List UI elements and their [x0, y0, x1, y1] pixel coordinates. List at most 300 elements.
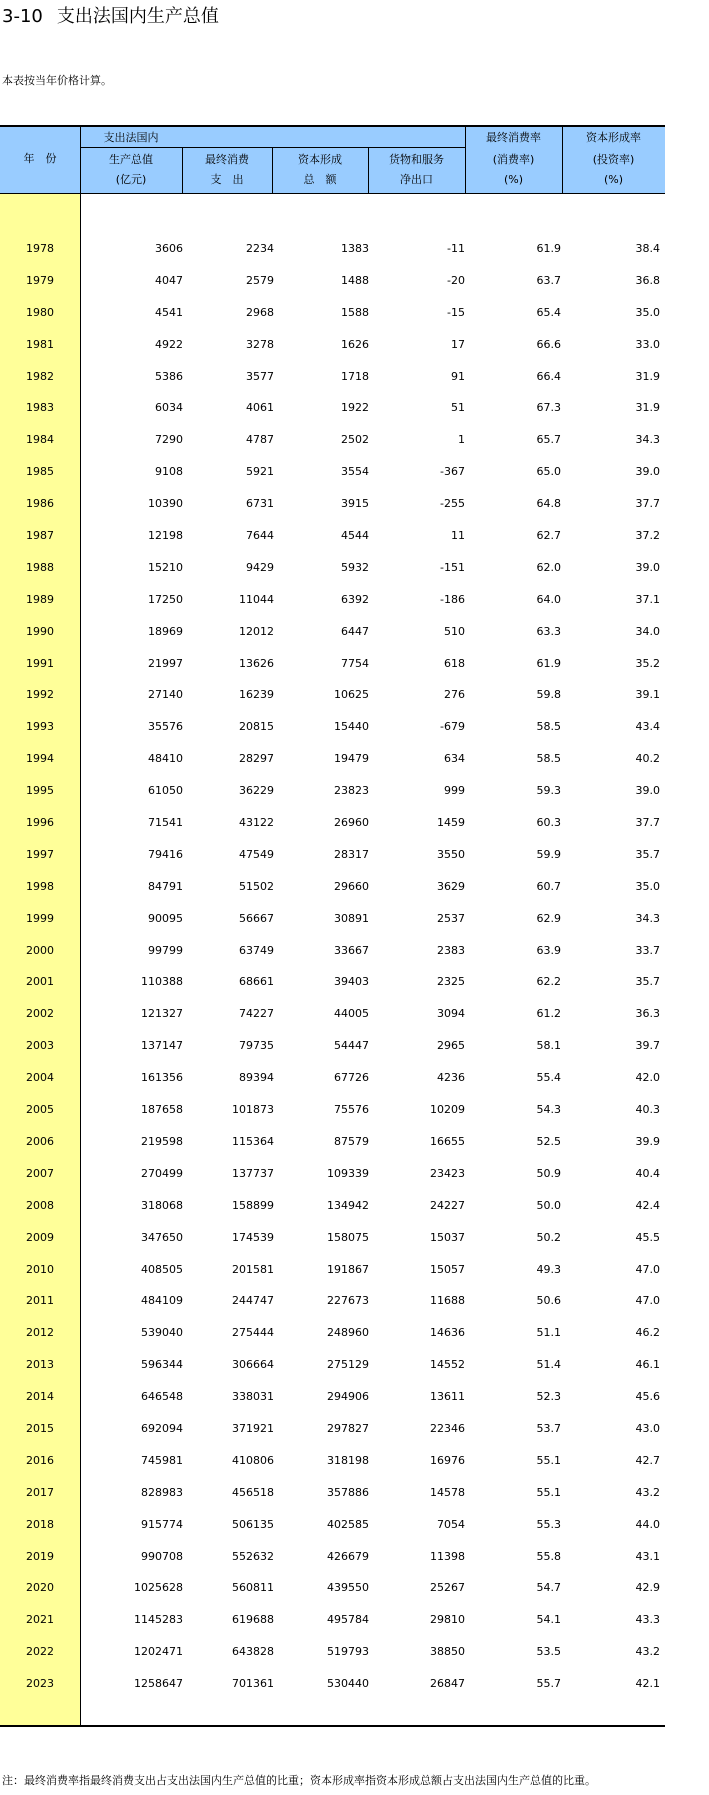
header-investment-rate: 资本形成率	[586, 131, 641, 144]
table-row	[0, 648, 665, 680]
row-gdp: 745981	[141, 1453, 183, 1467]
row-net-exports: 16976	[430, 1453, 465, 1467]
row-consumption: 4787	[246, 433, 274, 447]
header-net-exports-2: 净出口	[400, 173, 433, 186]
row-net-exports: 11688	[430, 1294, 465, 1308]
header-group-underline	[80, 147, 465, 148]
row-gdp: 347650	[141, 1230, 183, 1244]
row-consumption: 36229	[239, 784, 274, 798]
table-row	[0, 1030, 665, 1062]
row-consumption: 11044	[239, 592, 274, 606]
row-capital: 439550	[327, 1581, 369, 1595]
row-investment-rate: 44.0	[635, 1517, 660, 1531]
table-row	[0, 616, 665, 648]
row-consumption-rate: 49.3	[536, 1262, 561, 1276]
row-net-exports: 24227	[430, 1198, 465, 1212]
row-gdp: 161356	[141, 1071, 183, 1085]
row-consumption-rate: 61.2	[536, 1007, 561, 1021]
table-row	[0, 1190, 665, 1222]
row-gdp: 1202471	[134, 1645, 183, 1659]
row-consumption-rate: 59.9	[536, 847, 561, 861]
table-row	[0, 903, 665, 935]
row-investment-rate: 33.7	[635, 943, 660, 957]
row-consumption: 12012	[239, 624, 274, 638]
row-net-exports: -15	[447, 305, 465, 319]
row-net-exports: -255	[440, 497, 465, 511]
row-year: 2007	[26, 1166, 54, 1180]
row-consumption: 701361	[232, 1677, 274, 1691]
table-row	[0, 935, 665, 967]
row-year: 1999	[26, 911, 54, 925]
row-capital: 4544	[341, 529, 369, 543]
row-capital: 248960	[327, 1326, 369, 1340]
row-capital: 26960	[334, 816, 369, 830]
row-consumption: 410806	[232, 1453, 274, 1467]
row-year: 1996	[26, 816, 54, 830]
row-year: 1978	[26, 242, 54, 255]
row-consumption-rate: 58.5	[536, 720, 561, 734]
row-investment-rate: 36.3	[635, 1007, 660, 1021]
row-year: 2018	[26, 1517, 54, 1531]
row-net-exports: 23423	[430, 1166, 465, 1180]
row-capital: 44005	[334, 1007, 369, 1021]
row-net-exports: 2383	[437, 943, 465, 957]
row-year: 2023	[26, 1677, 54, 1691]
row-investment-rate: 39.0	[635, 560, 660, 574]
row-capital: 7754	[341, 656, 369, 670]
row-year: 1993	[26, 720, 54, 734]
table-row	[0, 775, 665, 807]
row-capital: 275129	[327, 1358, 369, 1372]
row-investment-rate: 43.2	[635, 1485, 660, 1499]
row-gdp: 5386	[155, 369, 183, 383]
row-investment-rate: 45.5	[635, 1230, 660, 1244]
row-consumption-rate: 63.3	[536, 624, 561, 638]
row-net-exports: 25267	[430, 1581, 465, 1595]
table-row	[0, 520, 665, 552]
table-row	[0, 424, 665, 456]
table-row	[0, 966, 665, 998]
row-investment-rate: 35.7	[635, 975, 660, 989]
row-net-exports: 4236	[437, 1071, 465, 1085]
row-gdp: 137147	[141, 1039, 183, 1053]
row-consumption-rate: 55.4	[536, 1071, 561, 1085]
row-net-exports: 11398	[430, 1549, 465, 1563]
bottom-rule	[0, 1725, 665, 1727]
table-row	[0, 488, 665, 520]
table-row	[0, 679, 665, 711]
row-consumption: 3278	[246, 337, 274, 351]
row-net-exports: -367	[440, 465, 465, 479]
row-gdp: 35576	[148, 720, 183, 734]
row-year: 2003	[26, 1039, 54, 1053]
row-consumption-rate: 62.7	[536, 529, 561, 543]
row-consumption-rate: 65.0	[536, 465, 561, 479]
row-net-exports: 510	[444, 624, 465, 638]
row-gdp: 12198	[148, 529, 183, 543]
row-gdp: 270499	[141, 1166, 183, 1180]
row-investment-rate: 35.2	[635, 656, 660, 670]
row-capital: 33667	[334, 943, 369, 957]
row-consumption-rate: 59.8	[536, 688, 561, 702]
row-consumption-rate: 53.7	[536, 1421, 561, 1435]
row-year: 2012	[26, 1326, 54, 1340]
table-row	[0, 1509, 665, 1541]
footnote: 注：最终消费率指最终消费支出占支出法国内生产总值的比重；资本形成率指资本形成总额占支出法国内生产总值的比重。	[2, 1774, 596, 1787]
row-consumption: 63749	[239, 943, 274, 957]
row-gdp: 18969	[148, 624, 183, 638]
table-row	[0, 329, 665, 361]
table-row	[0, 584, 665, 616]
row-consumption: 115364	[232, 1134, 274, 1148]
row-consumption: 275444	[232, 1326, 274, 1340]
row-net-exports: -20	[447, 273, 465, 287]
row-consumption-rate: 65.7	[536, 433, 561, 447]
row-investment-rate: 43.0	[635, 1421, 660, 1435]
row-year: 2005	[26, 1103, 54, 1117]
row-capital: 87579	[334, 1134, 369, 1148]
table-row	[0, 711, 665, 743]
row-investment-rate: 42.9	[635, 1581, 660, 1595]
row-consumption-rate: 62.0	[536, 560, 561, 574]
header-year: 年 份	[23, 152, 57, 165]
row-investment-rate: 39.0	[635, 784, 660, 798]
row-net-exports: -11	[447, 242, 465, 255]
table-row	[0, 1381, 665, 1413]
row-net-exports: 14636	[430, 1326, 465, 1340]
row-consumption-rate: 63.7	[536, 273, 561, 287]
row-consumption: 3577	[246, 369, 274, 383]
row-capital: 15440	[334, 720, 369, 734]
row-investment-rate: 34.3	[635, 911, 660, 925]
table-row	[0, 297, 665, 329]
row-year: 2010	[26, 1262, 54, 1276]
row-consumption-rate: 65.4	[536, 305, 561, 319]
row-capital: 357886	[327, 1485, 369, 1499]
row-capital: 30891	[334, 911, 369, 925]
row-capital: 2502	[341, 433, 369, 447]
row-year: 1981	[26, 337, 54, 351]
table-row	[0, 1285, 665, 1317]
table-row	[0, 1158, 665, 1190]
header-gdp-unit: (亿元)	[115, 173, 147, 186]
header-consumption-2: 支 出	[210, 173, 244, 186]
row-year: 2021	[26, 1613, 54, 1627]
row-year: 2006	[26, 1134, 54, 1148]
row-year: 2004	[26, 1071, 54, 1085]
header-consumption: 最终消费	[205, 153, 249, 166]
row-gdp: 990708	[141, 1549, 183, 1563]
row-gdp: 90095	[148, 911, 183, 925]
row-investment-rate: 43.3	[635, 1613, 660, 1627]
row-consumption: 2234	[246, 242, 274, 255]
table-row	[0, 1413, 665, 1445]
table-row	[0, 871, 665, 903]
row-investment-rate: 35.0	[635, 879, 660, 893]
row-year: 2017	[26, 1485, 54, 1499]
table-body	[0, 233, 665, 1700]
row-year: 1979	[26, 273, 54, 287]
table-row	[0, 807, 665, 839]
row-gdp: 61050	[148, 784, 183, 798]
table-row	[0, 361, 665, 393]
row-net-exports: -679	[440, 720, 465, 734]
table-row	[0, 552, 665, 584]
row-gdp: 71541	[148, 816, 183, 830]
row-gdp: 48410	[148, 752, 183, 766]
row-gdp: 79416	[148, 847, 183, 861]
row-consumption-rate: 54.7	[536, 1581, 561, 1595]
row-consumption: 2968	[246, 305, 274, 319]
row-investment-rate: 35.0	[635, 305, 660, 319]
row-consumption-rate: 51.4	[536, 1358, 561, 1372]
row-investment-rate: 34.3	[635, 433, 660, 447]
row-consumption-rate: 51.1	[536, 1326, 561, 1340]
table-row	[0, 233, 665, 265]
page-title	[2, 6, 219, 28]
row-consumption-rate: 62.9	[536, 911, 561, 925]
row-consumption-rate: 64.0	[536, 592, 561, 606]
row-year: 2002	[26, 1007, 54, 1021]
row-year: 2008	[26, 1198, 54, 1212]
row-year: 1986	[26, 497, 54, 511]
row-net-exports: 276	[444, 688, 465, 702]
row-consumption-rate: 55.8	[536, 1549, 561, 1563]
table-row	[0, 998, 665, 1030]
row-consumption: 9429	[246, 560, 274, 574]
row-investment-rate: 47.0	[635, 1262, 660, 1276]
row-consumption: 643828	[232, 1645, 274, 1659]
row-consumption-rate: 50.2	[536, 1230, 561, 1244]
row-capital: 67726	[334, 1071, 369, 1085]
table-row	[0, 839, 665, 871]
row-net-exports: 11	[451, 529, 465, 543]
row-consumption: 79735	[239, 1039, 274, 1053]
row-consumption-rate: 55.1	[536, 1485, 561, 1499]
row-capital: 1383	[341, 242, 369, 255]
row-investment-rate: 42.4	[635, 1198, 660, 1212]
row-net-exports: 91	[451, 369, 465, 383]
row-investment-rate: 40.4	[635, 1166, 660, 1180]
row-year: 2000	[26, 943, 54, 957]
row-capital: 109339	[327, 1166, 369, 1180]
row-year: 1994	[26, 752, 54, 766]
row-consumption-rate: 62.2	[536, 975, 561, 989]
row-consumption-rate: 59.3	[536, 784, 561, 798]
table-title: 支出法国内生产总值	[56, 6, 219, 27]
row-net-exports: 38850	[430, 1645, 465, 1659]
row-capital: 39403	[334, 975, 369, 989]
table-subtitle: 本表按当年价格计算。	[2, 74, 112, 87]
row-net-exports: 2325	[437, 975, 465, 989]
row-capital: 158075	[327, 1230, 369, 1244]
row-consumption-rate: 55.1	[536, 1453, 561, 1467]
row-capital: 54447	[334, 1039, 369, 1053]
row-year: 1984	[26, 433, 54, 447]
row-net-exports: 999	[444, 784, 465, 798]
row-gdp: 21997	[148, 656, 183, 670]
table-row	[0, 1126, 665, 1158]
row-capital: 23823	[334, 784, 369, 798]
row-consumption: 68661	[239, 975, 274, 989]
row-year: 1980	[26, 305, 54, 319]
row-gdp: 10390	[148, 497, 183, 511]
row-consumption: 2579	[246, 273, 274, 287]
row-consumption-rate: 64.8	[536, 497, 561, 511]
table-row	[0, 1445, 665, 1477]
row-capital: 1588	[341, 305, 369, 319]
row-investment-rate: 39.7	[635, 1039, 660, 1053]
row-gdp: 7290	[155, 433, 183, 447]
row-investment-rate: 33.0	[635, 337, 660, 351]
row-gdp: 4922	[155, 337, 183, 351]
row-consumption: 89394	[239, 1071, 274, 1085]
row-year: 1995	[26, 784, 54, 798]
row-capital: 1626	[341, 337, 369, 351]
row-consumption-rate: 58.5	[536, 752, 561, 766]
row-capital: 297827	[327, 1421, 369, 1435]
row-investment-rate: 34.0	[635, 624, 660, 638]
row-consumption: 13626	[239, 656, 274, 670]
row-consumption: 6731	[246, 497, 274, 511]
table-row	[0, 392, 665, 424]
row-consumption: 74227	[239, 1007, 274, 1021]
row-year: 2016	[26, 1453, 54, 1467]
row-investment-rate: 31.9	[635, 369, 660, 383]
row-year: 1987	[26, 529, 54, 543]
row-capital: 402585	[327, 1517, 369, 1531]
row-net-exports: 26847	[430, 1677, 465, 1691]
row-capital: 495784	[327, 1613, 369, 1627]
row-gdp: 1145283	[134, 1613, 183, 1627]
row-consumption-rate: 63.9	[536, 943, 561, 957]
header-capital: 资本形成	[298, 153, 342, 166]
row-capital: 6447	[341, 624, 369, 638]
row-net-exports: 1459	[437, 816, 465, 830]
row-consumption: 137737	[232, 1166, 274, 1180]
row-gdp: 15210	[148, 560, 183, 574]
row-consumption: 456518	[232, 1485, 274, 1499]
row-investment-rate: 40.3	[635, 1103, 660, 1117]
row-consumption-rate: 54.1	[536, 1613, 561, 1627]
table-row	[0, 1668, 665, 1700]
row-capital: 1922	[341, 401, 369, 415]
row-capital: 3554	[341, 465, 369, 479]
row-investment-rate: 39.9	[635, 1134, 660, 1148]
row-net-exports: 29810	[430, 1613, 465, 1627]
row-investment-rate: 39.0	[635, 465, 660, 479]
row-capital: 28317	[334, 847, 369, 861]
row-net-exports: 15037	[430, 1230, 465, 1244]
row-investment-rate: 46.2	[635, 1326, 660, 1340]
row-gdp: 1025628	[134, 1581, 183, 1595]
row-capital: 10625	[334, 688, 369, 702]
row-net-exports: 3629	[437, 879, 465, 893]
row-gdp: 4047	[155, 273, 183, 287]
row-capital: 29660	[334, 879, 369, 893]
row-consumption-rate: 60.3	[536, 816, 561, 830]
row-gdp: 1258647	[134, 1677, 183, 1691]
row-gdp: 539040	[141, 1326, 183, 1340]
row-net-exports: 17	[451, 337, 465, 351]
row-year: 2020	[26, 1581, 54, 1595]
row-year: 1991	[26, 656, 54, 670]
row-year: 1990	[26, 624, 54, 638]
row-gdp: 646548	[141, 1390, 183, 1404]
row-investment-rate: 42.1	[635, 1677, 660, 1691]
row-consumption: 51502	[239, 879, 274, 893]
header-investment-rate-unit: (%)	[603, 173, 624, 186]
row-year: 2001	[26, 975, 54, 989]
row-gdp: 692094	[141, 1421, 183, 1435]
row-consumption: 158899	[232, 1198, 274, 1212]
row-investment-rate: 37.7	[635, 497, 660, 511]
row-consumption-rate: 67.3	[536, 401, 561, 415]
row-capital: 134942	[327, 1198, 369, 1212]
header-consumption-rate: 最终消费率	[486, 131, 541, 144]
row-consumption-rate: 55.7	[536, 1677, 561, 1691]
row-consumption-rate: 55.3	[536, 1517, 561, 1531]
row-year: 2013	[26, 1358, 54, 1372]
row-gdp: 9108	[155, 465, 183, 479]
row-year: 1989	[26, 592, 54, 606]
row-consumption-rate: 54.3	[536, 1103, 561, 1117]
row-investment-rate: 38.4	[635, 242, 660, 255]
row-investment-rate: 45.6	[635, 1390, 660, 1404]
row-consumption: 101873	[232, 1103, 274, 1117]
row-consumption: 619688	[232, 1613, 274, 1627]
row-year: 2015	[26, 1421, 54, 1435]
header-consumption-rate-2: (消费率)	[492, 153, 535, 166]
header-gdp: 生产总值	[109, 153, 153, 166]
row-investment-rate: 43.2	[635, 1645, 660, 1659]
header-investment-rate-2: (投资率)	[592, 153, 635, 166]
row-year: 2022	[26, 1645, 54, 1659]
row-investment-rate: 37.7	[635, 816, 660, 830]
row-year: 1983	[26, 401, 54, 415]
row-gdp: 17250	[148, 592, 183, 606]
row-gdp: 6034	[155, 401, 183, 415]
table-row	[0, 1477, 665, 1509]
row-investment-rate: 47.0	[635, 1294, 660, 1308]
header-consumption-rate-unit: (%)	[503, 173, 524, 186]
row-capital: 1718	[341, 369, 369, 383]
row-consumption: 338031	[232, 1390, 274, 1404]
row-consumption-rate: 50.6	[536, 1294, 561, 1308]
row-net-exports: 15057	[430, 1262, 465, 1276]
row-consumption-rate: 52.5	[536, 1134, 561, 1148]
header-gdp-group: 支出法国内	[103, 131, 159, 144]
row-consumption: 4061	[246, 401, 274, 415]
row-gdp: 121327	[141, 1007, 183, 1021]
row-gdp: 4541	[155, 305, 183, 319]
row-net-exports: 618	[444, 656, 465, 670]
row-gdp: 110388	[141, 975, 183, 989]
row-consumption: 244747	[232, 1294, 274, 1308]
table-row	[0, 1317, 665, 1349]
row-net-exports: 22346	[430, 1421, 465, 1435]
row-consumption-rate: 53.5	[536, 1645, 561, 1659]
table-row	[0, 1254, 665, 1286]
row-net-exports: 10209	[430, 1103, 465, 1117]
row-consumption: 306664	[232, 1358, 274, 1372]
row-capital: 519793	[327, 1645, 369, 1659]
row-net-exports: 14552	[430, 1358, 465, 1372]
row-capital: 3915	[341, 497, 369, 511]
row-consumption: 371921	[232, 1421, 274, 1435]
row-net-exports: 2537	[437, 911, 465, 925]
header-net-exports: 货物和服务	[389, 153, 444, 166]
